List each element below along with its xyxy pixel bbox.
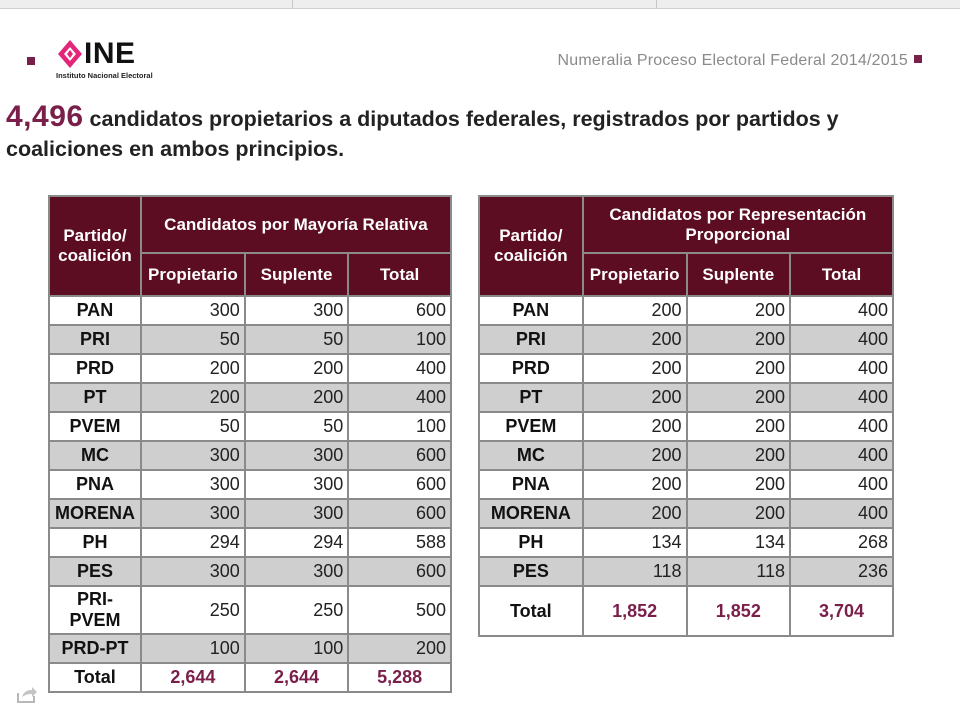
col-header-propietario: Propietario xyxy=(141,253,245,296)
propietario-cell: 200 xyxy=(583,499,687,528)
table-row xyxy=(479,325,893,354)
table-row xyxy=(479,499,893,528)
table-row xyxy=(49,499,451,528)
party-cell: PRD-PT xyxy=(49,634,141,663)
suplente-cell: 200 xyxy=(687,296,791,325)
total-cell: 400 xyxy=(790,441,893,470)
party-cell: MORENA xyxy=(479,499,583,528)
browser-top-bar xyxy=(0,0,960,9)
table-row xyxy=(479,528,893,557)
ine-diamond-logo-icon xyxy=(56,38,84,70)
suplente-cell: 200 xyxy=(687,412,791,441)
table-row xyxy=(49,634,451,663)
propietario-cell: 300 xyxy=(141,499,245,528)
ine-logo xyxy=(56,38,166,84)
table-row xyxy=(49,412,451,441)
table-body xyxy=(49,296,451,692)
suplente-cell: 50 xyxy=(245,325,348,354)
propietario-cell: 200 xyxy=(141,354,245,383)
propietario-cell: 134 xyxy=(583,528,687,557)
suplente-cell: 294 xyxy=(245,528,348,557)
col-header-party: Partido/ coalición xyxy=(49,196,141,296)
propietario-cell: 200 xyxy=(583,383,687,412)
party-cell: PVEM xyxy=(49,412,141,441)
table-row xyxy=(479,354,893,383)
propietario-cell: 200 xyxy=(583,296,687,325)
party-cell: PRI xyxy=(49,325,141,354)
col-header-suplente: Suplente xyxy=(687,253,791,296)
logo-wordmark: INE xyxy=(84,37,136,70)
share-icon[interactable] xyxy=(16,684,38,704)
table-row xyxy=(49,354,451,383)
party-cell: PT xyxy=(479,383,583,412)
party-cell: PRD xyxy=(479,354,583,383)
table-row xyxy=(49,470,451,499)
suplente-cell: 250 xyxy=(245,586,348,634)
propietario-cell: 50 xyxy=(141,325,245,354)
table-row xyxy=(49,441,451,470)
propietario-cell: 300 xyxy=(141,470,245,499)
party-cell: PAN xyxy=(49,296,141,325)
suplente-cell: 100 xyxy=(245,634,348,663)
total-cell: 400 xyxy=(790,383,893,412)
suplente-cell: 300 xyxy=(245,499,348,528)
col-header-suplente: Suplente xyxy=(245,253,348,296)
col-header-total: Total xyxy=(348,253,451,296)
total-cell: 400 xyxy=(790,470,893,499)
propietario-cell: 200 xyxy=(583,354,687,383)
suplente-cell: 300 xyxy=(245,470,348,499)
party-cell: PRD xyxy=(49,354,141,383)
party-cell: PH xyxy=(479,528,583,557)
party-cell: PRI-PVEM xyxy=(49,586,141,634)
suplente-cell: 300 xyxy=(245,441,348,470)
propietario-cell: 300 xyxy=(141,296,245,325)
table-row xyxy=(479,296,893,325)
total-cell: 400 xyxy=(790,412,893,441)
suplente-cell: 200 xyxy=(245,383,348,412)
headline xyxy=(6,102,946,164)
total-label-cell: Total xyxy=(479,586,583,636)
total-cell: 268 xyxy=(790,528,893,557)
party-cell: PT xyxy=(49,383,141,412)
table-row xyxy=(49,557,451,586)
suplente-cell: 200 xyxy=(687,441,791,470)
party-cell: PAN xyxy=(479,296,583,325)
col-header-total: Total xyxy=(790,253,893,296)
suplente-cell: 118 xyxy=(687,557,791,586)
total-cell: 600 xyxy=(348,470,451,499)
table-body xyxy=(479,296,893,636)
total-cell: 100 xyxy=(348,412,451,441)
party-cell: MC xyxy=(479,441,583,470)
party-cell: PES xyxy=(479,557,583,586)
headline-count: 4,496 xyxy=(6,100,84,133)
suplente-cell: 200 xyxy=(687,499,791,528)
suplente-cell: 300 xyxy=(245,557,348,586)
table-row xyxy=(49,296,451,325)
propietario-cell: 250 xyxy=(141,586,245,634)
logo-subtitle: Instituto Nacional Electoral xyxy=(56,71,153,80)
suplente-cell: 200 xyxy=(245,354,348,383)
propietario-cell: 200 xyxy=(583,441,687,470)
total-cell: 400 xyxy=(348,383,451,412)
total-cell: 588 xyxy=(348,528,451,557)
party-cell: PNA xyxy=(49,470,141,499)
group-header: Candidatos por Mayoría Relativa xyxy=(141,196,451,253)
total-propietario-cell: 2,644 xyxy=(141,663,245,692)
total-cell: 236 xyxy=(790,557,893,586)
table-representacion-proporcional xyxy=(478,195,894,637)
suplente-cell: 300 xyxy=(245,296,348,325)
table-row xyxy=(49,586,451,634)
table-row xyxy=(479,383,893,412)
propietario-cell: 300 xyxy=(141,441,245,470)
propietario-cell: 300 xyxy=(141,557,245,586)
party-cell: PVEM xyxy=(479,412,583,441)
propietario-cell: 50 xyxy=(141,412,245,441)
total-cell: 400 xyxy=(790,354,893,383)
right-bullet-square xyxy=(914,55,922,63)
propietario-cell: 118 xyxy=(583,557,687,586)
total-total-cell: 5,288 xyxy=(348,663,451,692)
group-header: Candidatos por Representación Proporcional xyxy=(583,196,893,253)
party-cell: MORENA xyxy=(49,499,141,528)
total-total-cell: 3,704 xyxy=(790,586,893,636)
propietario-cell: 100 xyxy=(141,634,245,663)
suplente-cell: 134 xyxy=(687,528,791,557)
table-row xyxy=(479,441,893,470)
total-cell: 400 xyxy=(790,325,893,354)
party-cell: PES xyxy=(49,557,141,586)
total-propietario-cell: 1,852 xyxy=(583,586,687,636)
total-row xyxy=(49,663,451,692)
col-header-party: Partido/ coalición xyxy=(479,196,583,296)
top-bar-divider xyxy=(656,0,657,9)
propietario-cell: 200 xyxy=(583,412,687,441)
table-row xyxy=(49,528,451,557)
total-cell: 200 xyxy=(348,634,451,663)
suplente-cell: 200 xyxy=(687,354,791,383)
table-row xyxy=(479,412,893,441)
party-cell: PNA xyxy=(479,470,583,499)
total-cell: 400 xyxy=(790,296,893,325)
total-row xyxy=(479,586,893,636)
table-row xyxy=(49,325,451,354)
suplente-cell: 200 xyxy=(687,383,791,412)
total-cell: 400 xyxy=(348,354,451,383)
propietario-cell: 200 xyxy=(583,470,687,499)
total-cell: 600 xyxy=(348,296,451,325)
total-suplente-cell: 2,644 xyxy=(245,663,348,692)
suplente-cell: 50 xyxy=(245,412,348,441)
total-cell: 400 xyxy=(790,499,893,528)
party-cell: PRI xyxy=(479,325,583,354)
propietario-cell: 200 xyxy=(141,383,245,412)
suplente-cell: 200 xyxy=(687,325,791,354)
total-cell: 600 xyxy=(348,499,451,528)
propietario-cell: 294 xyxy=(141,528,245,557)
suplente-cell: 200 xyxy=(687,470,791,499)
total-cell: 600 xyxy=(348,441,451,470)
left-bullet-square xyxy=(27,57,35,65)
headline-text: candidatos propietarios a diputados federales, registrados por partidos y coaliciones en ambos principios. xyxy=(6,107,839,161)
propietario-cell: 200 xyxy=(583,325,687,354)
total-suplente-cell: 1,852 xyxy=(687,586,791,636)
top-bar-divider xyxy=(292,0,293,9)
page-header-title: Numeralia Proceso Electoral Federal 2014/2015 xyxy=(557,52,908,69)
table-row xyxy=(49,383,451,412)
total-cell: 100 xyxy=(348,325,451,354)
party-cell: PH xyxy=(49,528,141,557)
table-mayoria-relativa xyxy=(48,195,452,693)
table-row xyxy=(479,470,893,499)
total-cell: 600 xyxy=(348,557,451,586)
col-header-propietario: Propietario xyxy=(583,253,687,296)
total-label-cell: Total xyxy=(49,663,141,692)
total-cell: 500 xyxy=(348,586,451,634)
table-row xyxy=(479,557,893,586)
party-cell: MC xyxy=(49,441,141,470)
